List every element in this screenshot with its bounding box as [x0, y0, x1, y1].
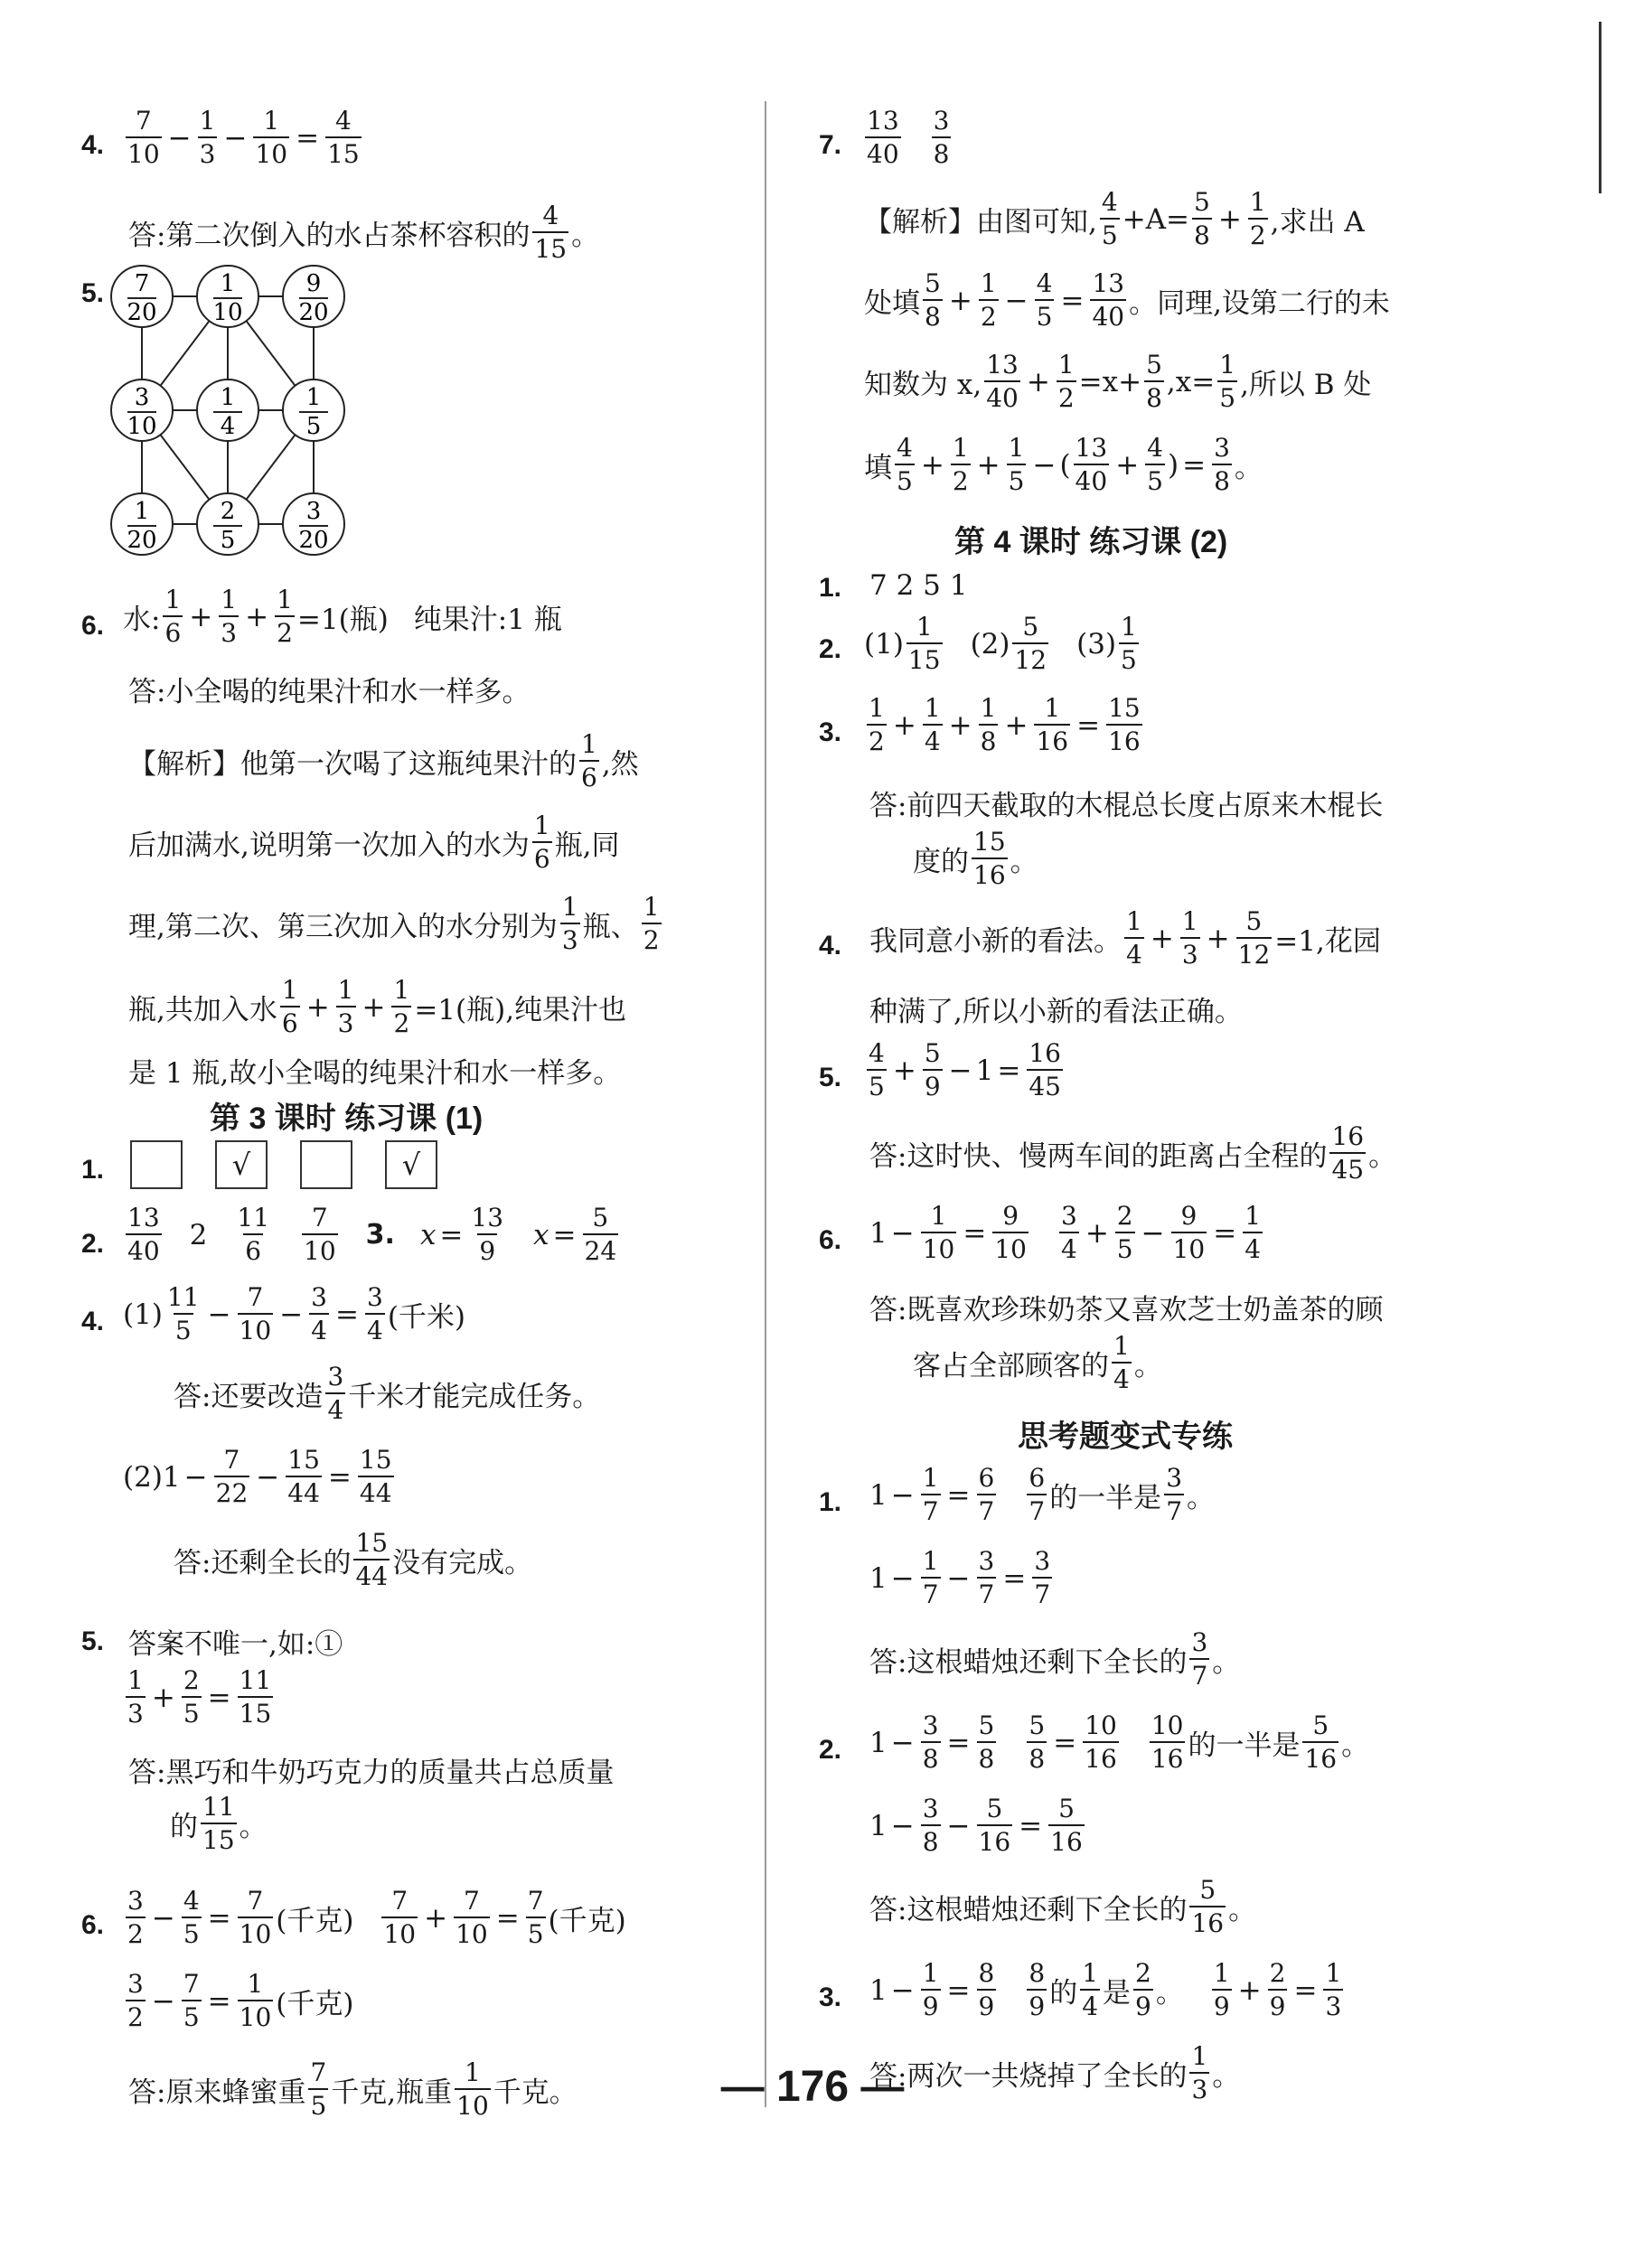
grid-denominator: 20 [127, 527, 157, 554]
q6-explanation-line5: 是 1 瓶,故小全喝的纯果汁和水一样多。 [128, 1057, 622, 1090]
page-number: — 176 — [720, 2063, 905, 2111]
s4-q4-line1: 我同意小新的看法。 1 4 + $\frac{1}{3}$ + $\frac{5}{12}$ =1,花园 [869, 906, 1381, 970]
s4-q4-line2: 种满了,所以小新的看法正确。 [869, 996, 1243, 1028]
s4-q1-answer: 7 2 5 1 [869, 569, 968, 602]
t-q1-line1: 1 − $\frac{1}{7}$ = $\frac{6}{7}$ 6 7 的一半是 3 7 。 [869, 1463, 1216, 1526]
grid-node [283, 266, 344, 327]
grid-numerator: 3 [134, 384, 150, 411]
question-number: 3. [819, 1982, 842, 2012]
grid-numerator: 7 [134, 270, 150, 297]
s3-q4-part1: (1) 11 5 − $\frac{7}{10}$ − $\frac{3}{4}$ = $\frac{3}{4}$ (千米) [123, 1282, 466, 1345]
grid-denominator: 5 [220, 527, 236, 554]
s4-q5-answer: 答:这时快、慢两车间的距离占全程的 16 45 。 [869, 1121, 1397, 1185]
q7-explanation-line1: 【解析】由图可知, 4 5 +A= $\frac{5}{8}$ + $\frac{1}{2}$ ,求出 A [864, 187, 1365, 250]
s4-q5-equation: 4 5 + $\frac{5}{9}$ − 1 = $\frac{16}{45}$ [869, 1038, 1061, 1101]
grid-numerator: 1 [305, 384, 322, 411]
t-q1-answer: 答:这根蜡烛还剩下全长的 3 7 。 [869, 1627, 1241, 1691]
question-number: 6. [819, 1225, 842, 1255]
grid-node [197, 266, 258, 327]
q6-equation: 水: 1 6 + $\frac{1}{3}$ + $\frac{1}{2}$ =1(瓶) 纯果汁:1 瓶 [123, 585, 562, 648]
question-number: 3. [819, 717, 842, 747]
grid-numerator: 2 [220, 498, 236, 525]
answer-box-empty [130, 1140, 183, 1189]
grid-node [111, 266, 173, 327]
t-q2-line1: 1 − $\frac{3}{8}$ = $\frac{5}{8}$ $\frac{5}{8}$ = $\frac{10}{16}$ 10 16 的一半是 5 16 。 [869, 1710, 1370, 1774]
page-edge-mark [1599, 22, 1602, 193]
q4-equation: 7 10 − $\frac{1}{3}$ − $\frac{1}{10}$ = $\frac{4}{15}$ [127, 106, 360, 169]
s3-q4-answer2: 答:还剩全长的 15 44 没有完成。 [174, 1528, 533, 1591]
question-number: 5. [81, 1626, 105, 1656]
s4-q6-equation: 1 − $\frac{1}{10}$ = $\frac{9}{10}$ 3 4 + $\frac{2}{5}$ − $\frac{9}{10}$ = $\frac{1}{4}$ [869, 1201, 1262, 1264]
s4-q6-answer2: 客占全部顾客的 1 4 。 [913, 1331, 1162, 1394]
s3-q6-answer: 答:原来蜂蜜重 7 5 千克,瓶重 1 10 千克。 [128, 2057, 578, 2121]
section-title: 第 4 课时 练习课 (2) [954, 525, 1228, 559]
q7-explanation-line2: 处填 5 8 + $\frac{1}{2}$ − $\frac{4}{5}$ = $\frac{13}{40}$ 。同理,设第二行的未 [864, 268, 1390, 332]
q7-explanation-line3: 知数为 x, 13 40 + $\frac{1}{2}$ =x+ $\frac{5}{8}$ ,x= $\frac{1}{5}$ ,所以 B 处 [864, 350, 1372, 413]
s4-q2-answers: (1) 1 15 (2) 5 12 (3) 1 5 [864, 612, 1137, 675]
grid-node [197, 493, 258, 555]
grid-denominator: 20 [298, 527, 329, 554]
answer-box-empty [300, 1140, 352, 1189]
s3-q4-answer1: 答:还要改造 3 4 千米才能完成任务。 [174, 1362, 601, 1425]
q6-explanation-line3: 理,第二次、第三次加入的水分别为 1 3 瓶、 1 2 [128, 892, 660, 955]
question-number: 5. [81, 278, 105, 308]
grid-node [197, 380, 258, 441]
t-q3-answer: 答:两次一共烧掉了全长的 1 3 。 [869, 2041, 1241, 2104]
grid-numerator: 1 [220, 384, 236, 411]
q7-explanation-line4: 填 4 5 + $\frac{1}{2}$ + $\frac{1}{5}$ − ( $\frac{13}{40}$ + $\frac{4}{5}$ ) = $\frac{3}{8}$ 。 [864, 433, 1263, 496]
question-number: 1. [819, 1487, 842, 1517]
q6-explanation-line4: 瓶,共加入水 1 6 + $\frac{1}{3}$ + $\frac{1}{2}$ =1(瓶),纯果汁也 [128, 975, 627, 1038]
s3-q5-answer2: 的 11 15 。 [170, 1792, 268, 1855]
question-number: 2. [81, 1229, 105, 1259]
grid-node [111, 493, 173, 555]
s4-q3-answer1: 答:前四天截取的木棍总长度占原来木棍长 [869, 790, 1384, 822]
fraction-grid-diagram [110, 262, 345, 569]
question-number: 2. [819, 634, 842, 664]
question-number: 4. [819, 931, 842, 961]
q4-answer: 答:第二次倒入的水占茶杯容积的 4 15 。 [128, 201, 600, 264]
grid-node [283, 380, 344, 441]
grid-denominator: 20 [298, 299, 329, 326]
grid-node [283, 493, 344, 555]
s3-q6-line2: 3 2 − $\frac{7}{5}$ = $\frac{1}{10}$ (千克) [127, 1969, 354, 2032]
grid-denominator: 20 [127, 299, 157, 326]
t-q3-line1: 1 − $\frac{1}{9}$ = $\frac{8}{9}$ 8 9 的 1 4 是 2 9 。 1 9 + $\frac{2}{9}$ = $\frac{1}{3}$ [869, 1958, 1342, 2021]
grid-denominator: 4 [220, 413, 236, 440]
question-number: 4. [81, 130, 105, 160]
section-title: 思考题变式专练 [1018, 1420, 1233, 1454]
question-number: 1. [819, 573, 842, 603]
s3-q5-text: 答案不唯一,如:① [128, 1628, 343, 1661]
column-divider [765, 101, 766, 2107]
question-number: 4. [81, 1307, 105, 1336]
grid-denominator: 5 [305, 413, 322, 440]
grid-numerator: 3 [305, 498, 322, 525]
q6-explanation-line2: 后加满水,说明第一次加入的水为 1 6 瓶,同 [128, 811, 620, 874]
question-number: 7. [819, 130, 842, 160]
s3-q5-answer1: 答:黑巧和牛奶巧克力的质量共占总质量 [128, 1757, 615, 1789]
s3-q1-boxes [130, 1140, 470, 1189]
answer-box-checked: √ [215, 1140, 268, 1189]
question-number: 6. [81, 611, 105, 641]
section-title: 第 3 课时 练习课 (1) [210, 1101, 484, 1136]
s3-q6-line1: 3 2 − $\frac{4}{5}$ = $\frac{7}{10}$ (千克) 7 10 + $\frac{7}{10}$ = $\frac{7}{5}$ (千克) [127, 1886, 626, 1949]
s3-q4-part2: (2)1 − $\frac{7}{22}$ − $\frac{15}{44}$ = $\frac{15}{44}$ [123, 1445, 392, 1508]
s3-q2-q3-answers: 13 40 2 11 6 7 10 3. x = $\frac{13}{9}$ x = $\frac{5}{24}$ [127, 1203, 617, 1266]
q6-explanation-line1: 【解析】他第一次喝了这瓶纯果汁的 1 6 ,然 [128, 729, 639, 792]
t-q2-line2: 1 − $\frac{3}{8}$ − $\frac{5}{16}$ = $\frac{5}{16}$ [869, 1794, 1083, 1857]
s3-q5-equation: 1 3 + $\frac{2}{5}$ = $\frac{11}{15}$ [127, 1665, 272, 1729]
grid-numerator: 1 [220, 270, 236, 297]
question-number: 2. [819, 1735, 842, 1765]
answer-box-checked: √ [385, 1140, 437, 1189]
q6-answer: 答:小全喝的纯果汁和水一样多。 [128, 676, 531, 708]
grid-denominator: 10 [212, 299, 243, 326]
s4-q3-answer2: 度的 15 16 。 [913, 827, 1038, 890]
question-number: 6. [81, 1910, 105, 1940]
grid-denominator: 10 [127, 413, 157, 440]
s4-q6-answer1: 答:既喜欢珍珠奶茶又喜欢芝士奶盖茶的顾 [869, 1294, 1384, 1326]
q7-answers: 13 40 3 8 [867, 106, 950, 169]
grid-numerator: 9 [305, 270, 322, 297]
t-q2-answer: 答:这根蜡烛还剩下全长的 5 16 。 [869, 1875, 1257, 1938]
s4-q3-equation: 1 2 + $\frac{1}{4}$ + $\frac{1}{8}$ + $\frac{1}{16}$ = $\frac{15}{16}$ [869, 693, 1141, 756]
question-number: 5. [819, 1063, 842, 1092]
grid-node [111, 380, 173, 441]
question-number: 1. [81, 1155, 105, 1185]
t-q1-line2: 1 − $\frac{1}{7}$ − $\frac{3}{7}$ = $\frac{3}{7}$ [869, 1546, 1051, 1609]
grid-numerator: 1 [134, 498, 150, 525]
